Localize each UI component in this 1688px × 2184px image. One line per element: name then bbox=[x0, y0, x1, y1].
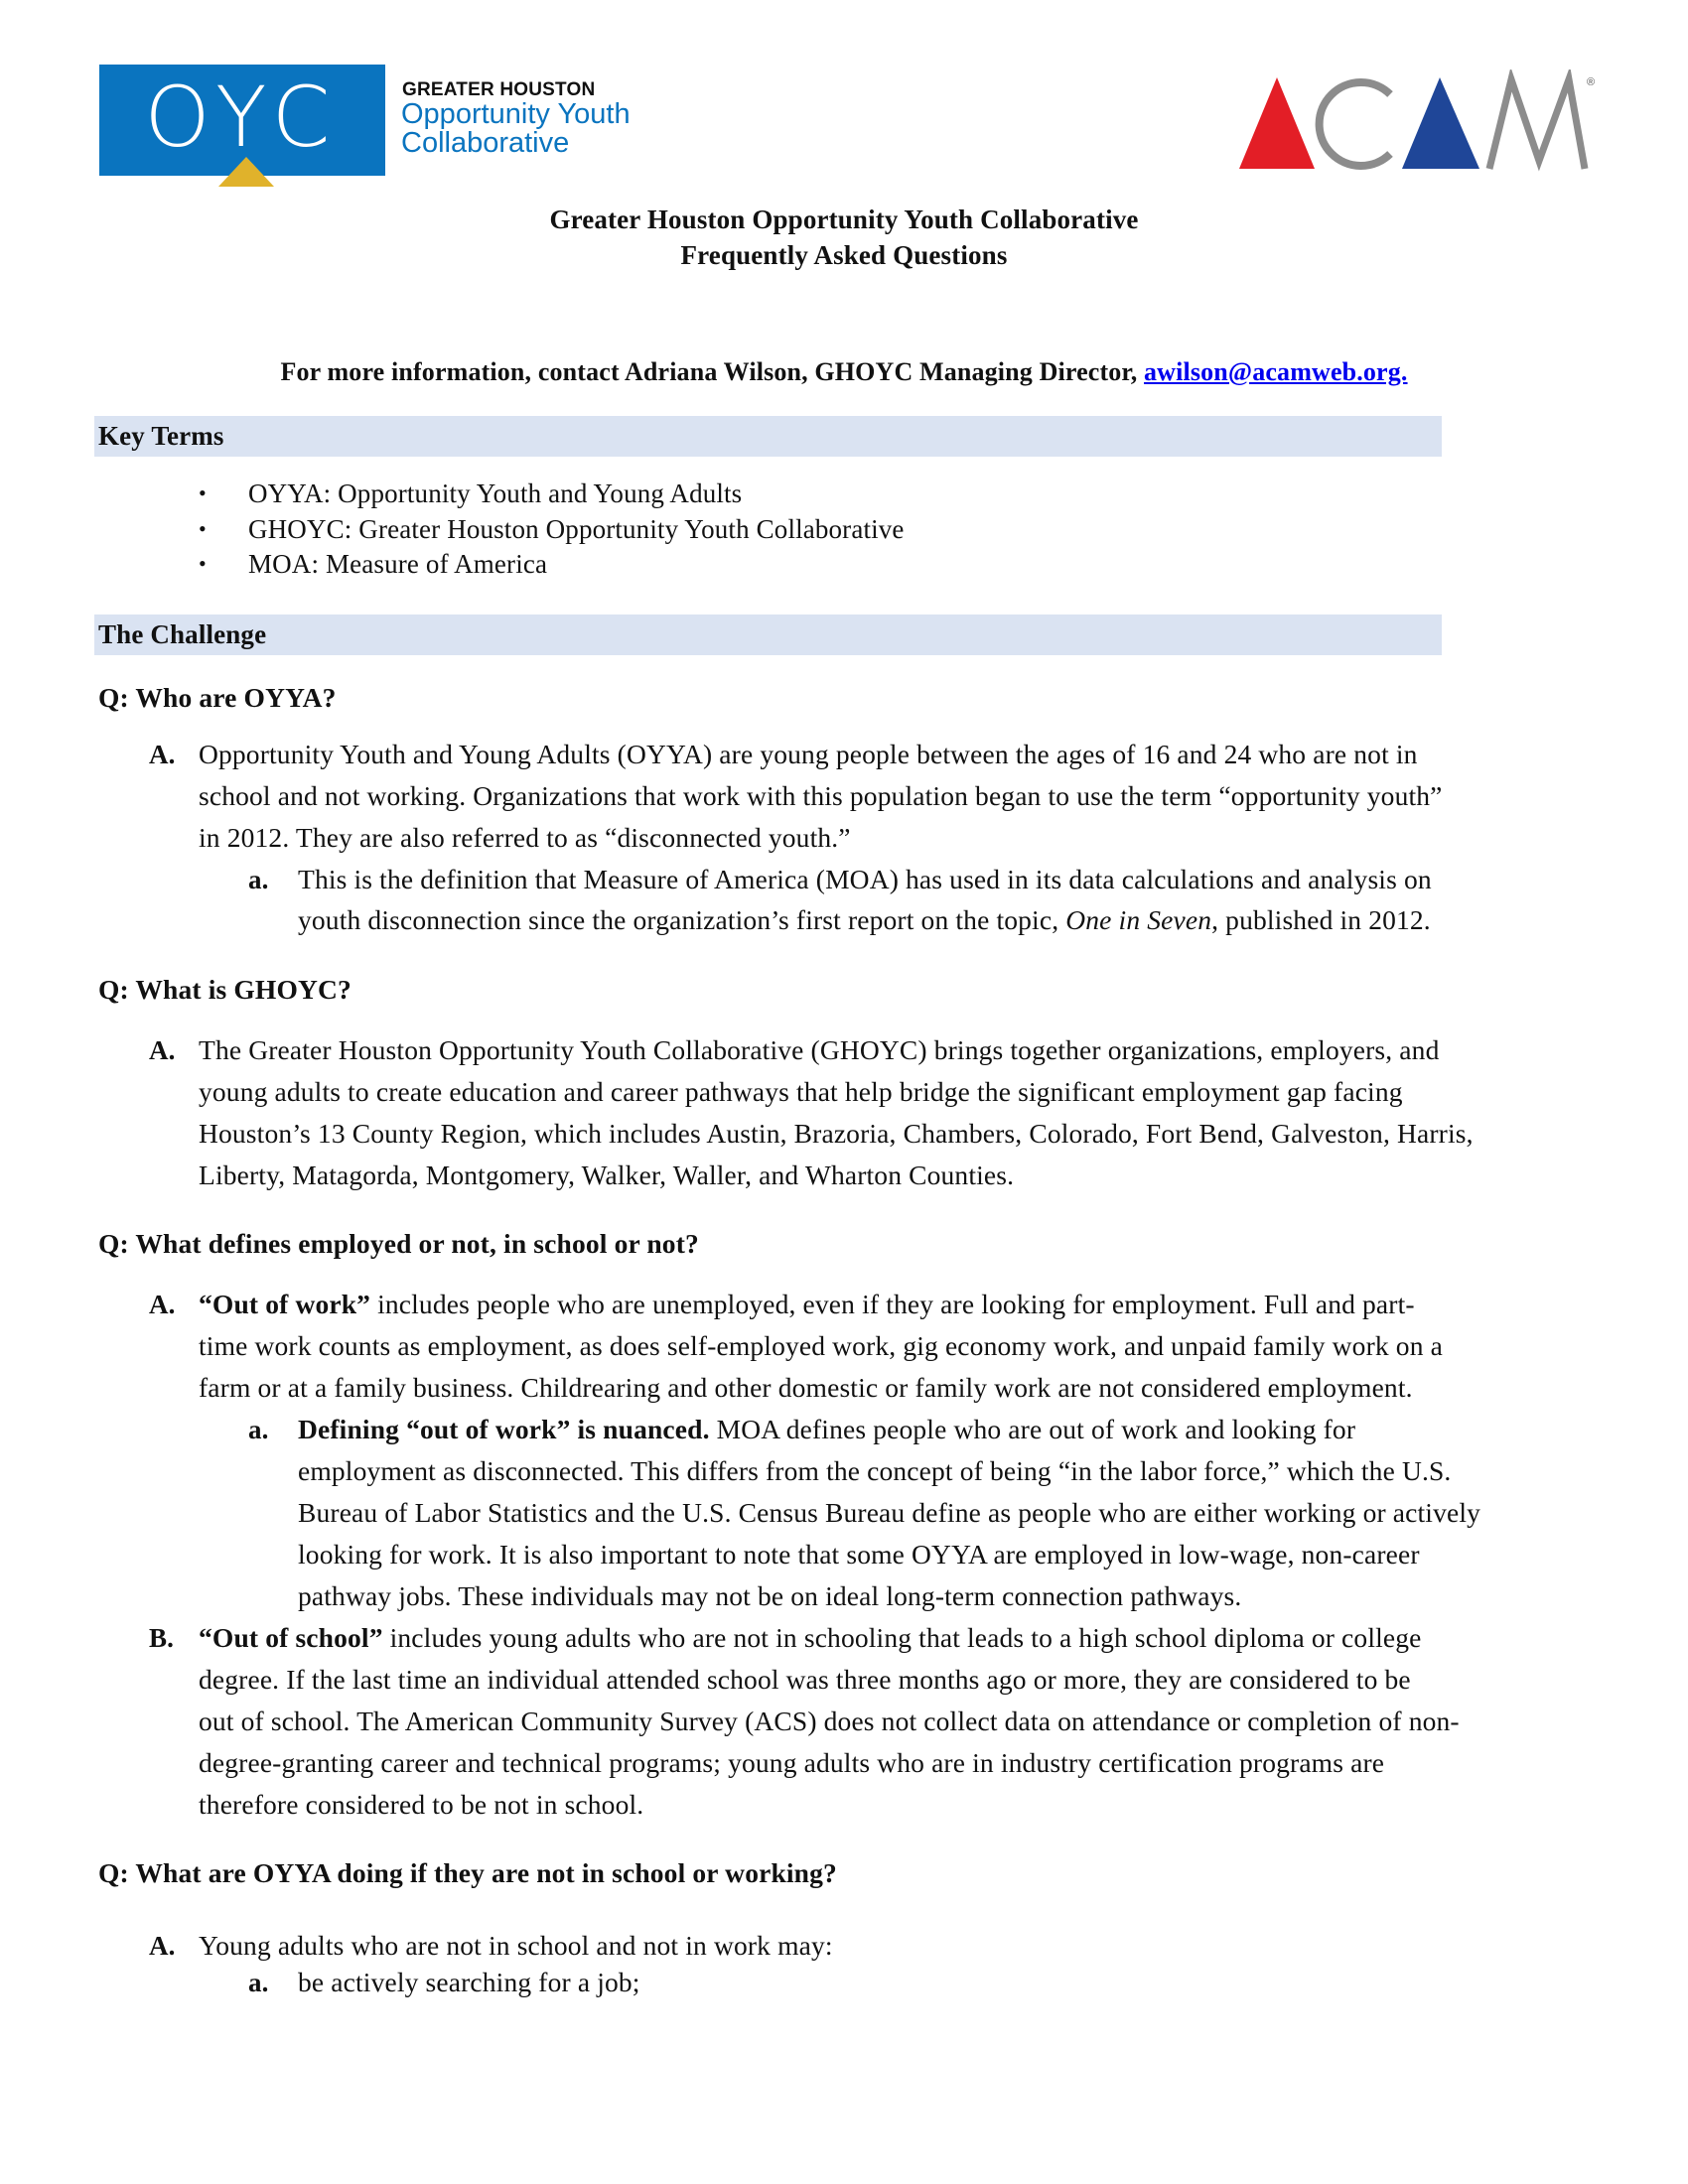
challenge-header-bar bbox=[94, 614, 1442, 655]
key-term-item: MOA: Measure of America bbox=[248, 549, 548, 579]
answer-line: out of school. The American Community Survey (ACS) does not collect data on attendance or completion of non- bbox=[199, 1706, 1460, 1736]
answer-text: includes people who are unemployed, even if they are looking for employment. Full and part- bbox=[370, 1289, 1415, 1319]
acam-logo bbox=[1231, 69, 1599, 179]
answer-line: in 2012. They are also referred to as “disconnected youth.” bbox=[199, 822, 851, 853]
report-title: One in Seven bbox=[1065, 904, 1212, 935]
sub-answer-bold-lead: Defining “out of work” is nuanced. bbox=[298, 1414, 710, 1444]
challenge-heading: The Challenge bbox=[98, 619, 267, 649]
key-terms-header-bar bbox=[94, 416, 1442, 457]
answer-line: degree. If the last time an individual attended school was three months ago or more, they are considered to be bbox=[199, 1664, 1411, 1695]
bullet-icon: • bbox=[199, 480, 207, 505]
answer-marker: B. bbox=[149, 1623, 175, 1653]
contact-text: For more information, contact Adriana Wilson, GHOYC Managing Director, bbox=[280, 357, 1145, 386]
sub-answer-marker: a. bbox=[248, 1968, 269, 1997]
answer-line: time work counts as employment, as does self-employed work, gig economy work, and unpaid family work on a bbox=[199, 1330, 1443, 1361]
answer-bold-lead: “Out of work” bbox=[199, 1289, 371, 1319]
oyc-logo-name-line1: Opportunity Youth bbox=[401, 98, 631, 130]
acam-logo-registered-mark: ® bbox=[1587, 76, 1596, 88]
sub-answer-line: employment as disconnected. This differs from the concept of being “in the labor force,” which the U.S. bbox=[298, 1455, 1452, 1486]
answer-marker: A. bbox=[149, 1931, 176, 1961]
page-subtitle: Frequently Asked Questions bbox=[680, 240, 1008, 270]
answer-line: therefore considered to be not in school. bbox=[199, 1789, 644, 1820]
sub-answer-line: be actively searching for a job; bbox=[298, 1967, 640, 1997]
answer-line: school and not working. Organizations that work with this population began to use the term “opportunity youth” bbox=[199, 780, 1443, 811]
answer-line: Young adults who are not in school and not in work may: bbox=[199, 1930, 833, 1961]
oyc-logo-name-line2: Collaborative bbox=[401, 127, 570, 159]
key-term-item: OYYA: Opportunity Youth and Young Adults bbox=[248, 478, 743, 508]
sub-answer-line: This is the definition that Measure of America (MOA) has used in its data calculations and analysis on bbox=[298, 864, 1432, 894]
key-term-item: GHOYC: Greater Houston Opportunity Youth Collaborative bbox=[248, 514, 905, 544]
answer-marker: A. bbox=[149, 1290, 176, 1319]
answer-marker: A. bbox=[149, 1035, 176, 1065]
key-terms-heading: Key Terms bbox=[98, 421, 224, 451]
oyc-logo-letters: OYC bbox=[144, 68, 341, 166]
answer-line bbox=[199, 1617, 1422, 1659]
answer-line: Liberty, Matagorda, Montgomery, Walker, Waller, and Wharton Counties. bbox=[199, 1160, 1015, 1190]
contact-email-link[interactable]: awilson@acamweb.org. bbox=[1144, 357, 1408, 386]
answer-line bbox=[199, 1284, 1415, 1325]
sub-answer-text: MOA defines people who are out of work and looking for bbox=[709, 1414, 1356, 1444]
page-title: Greater Houston Opportunity Youth Collaborative bbox=[549, 205, 1139, 234]
faq-question: Q: What defines employed or not, in school or not? bbox=[98, 1228, 699, 1259]
answer-marker: A. bbox=[149, 740, 176, 769]
sub-answer-line: looking for work. It is also important to note that some OYYA are employed in low-wage, non-career bbox=[298, 1539, 1420, 1570]
answer-line: The Greater Houston Opportunity Youth Collaborative (GHOYC) brings together organizations, employers, and bbox=[199, 1034, 1440, 1065]
acam-logo-m-icon bbox=[1489, 79, 1585, 169]
sub-answer-marker: a. bbox=[248, 1415, 269, 1444]
sub-answer-line: pathway jobs. These individuals may not be on ideal long-term connection pathways. bbox=[298, 1580, 1242, 1611]
sub-answer-line bbox=[298, 1409, 1355, 1450]
faq-question: Q: Who are OYYA? bbox=[98, 682, 337, 713]
faq-question: Q: What is GHOYC? bbox=[98, 974, 352, 1005]
answer-line: farm or at a family business. Childrearing and other domestic or family work are not considered employment. bbox=[199, 1372, 1413, 1403]
sub-answer-tail: , published in 2012. bbox=[1211, 904, 1431, 935]
answer-text: includes young adults who are not in schooling that leads to a high school diploma or college bbox=[382, 1622, 1422, 1653]
bullet-icon: • bbox=[199, 551, 207, 576]
acam-logo-blue-triangle-icon bbox=[1402, 77, 1479, 169]
answer-line: degree-granting career and technical programs; young adults who are in industry certification programs are bbox=[199, 1747, 1385, 1778]
bullet-icon: • bbox=[199, 516, 207, 541]
sub-answer-line bbox=[298, 899, 1431, 941]
sub-answer-line: Bureau of Labor Statistics and the U.S. Census Bureau define as people who are either working or actively bbox=[298, 1497, 1481, 1528]
acam-logo-red-triangle-icon bbox=[1239, 77, 1315, 169]
answer-line: young adults to create education and career pathways that help bridge the significant employment gap facing bbox=[199, 1076, 1403, 1107]
acam-logo-c-icon bbox=[1320, 82, 1390, 166]
sub-answer-marker: a. bbox=[248, 865, 269, 894]
contact-line bbox=[0, 352, 1688, 392]
answer-bold-lead: “Out of school” bbox=[199, 1622, 383, 1653]
oyc-logo-triangle-icon bbox=[218, 157, 274, 187]
answer-line: Opportunity Youth and Young Adults (OYYA) are young people between the ages of 16 and 24 who are not in bbox=[199, 739, 1418, 769]
oyc-logo-greater-houston: GREATER HOUSTON bbox=[402, 79, 596, 100]
faq-question: Q: What are OYYA doing if they are not in school or working? bbox=[98, 1857, 837, 1888]
sub-answer-text: youth disconnection since the organization’s first report on the topic, bbox=[298, 904, 1066, 935]
answer-line: Houston’s 13 County Region, which includes Austin, Brazoria, Chambers, Colorado, Fort Bend, Galveston, Harris, bbox=[199, 1118, 1474, 1149]
